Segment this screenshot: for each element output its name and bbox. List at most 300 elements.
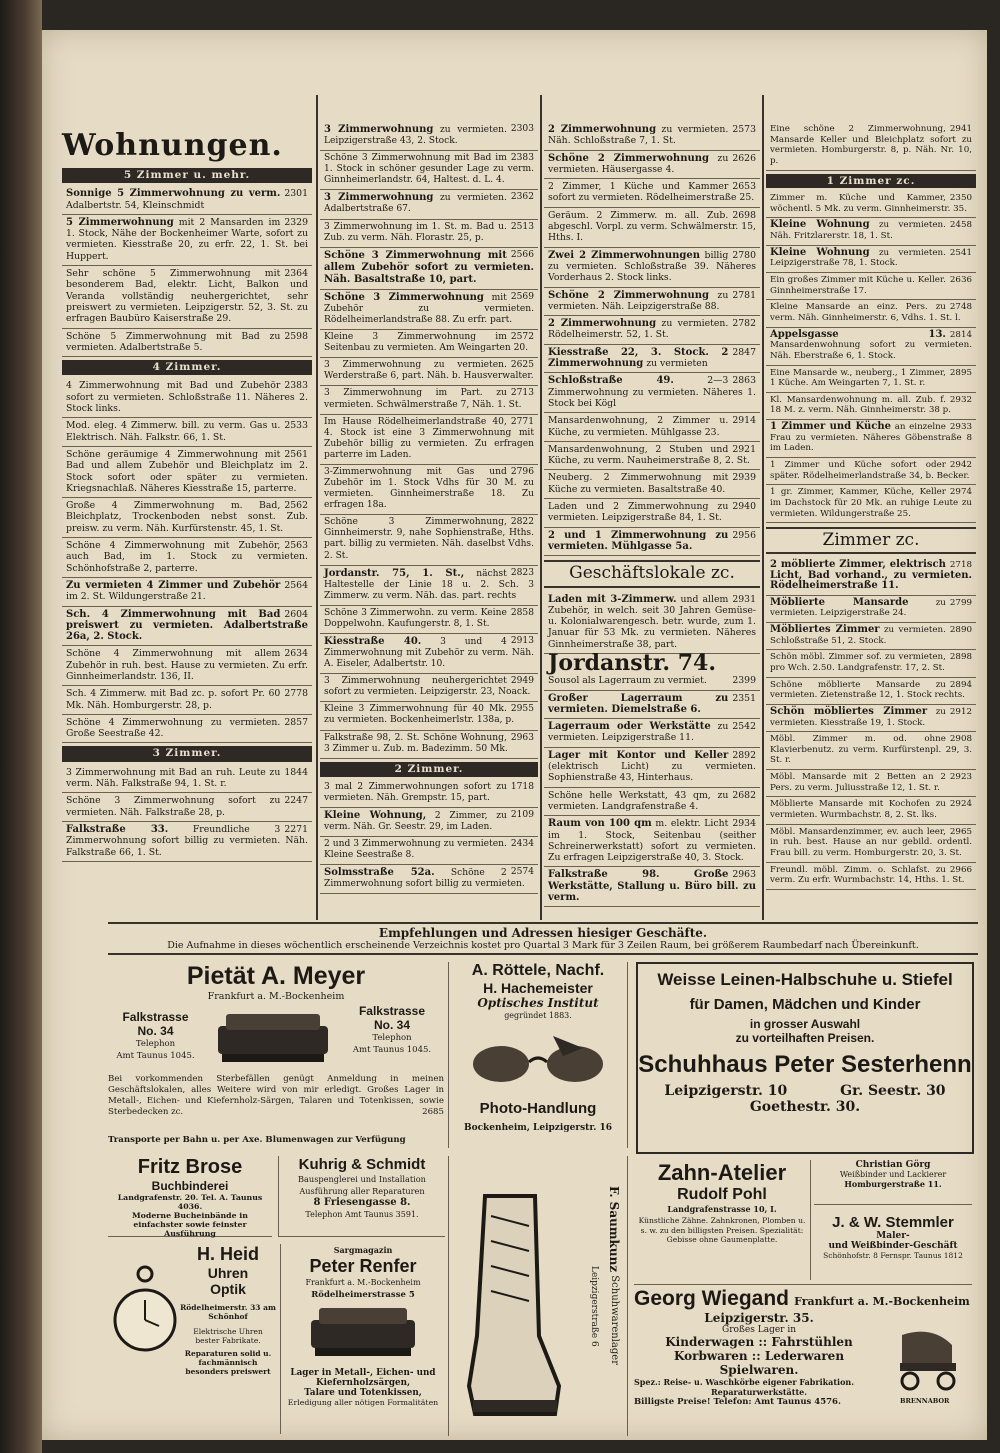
listing-text: Schöne 4 Zimmerwohnung mit allem Zubehör in ruh. best. Hause zu vermieten. Zu erfr. Ginnheimerlandstr. 136, II. [66, 648, 308, 682]
listing-headline: Schöne 2 Zimmerwohnung [548, 152, 709, 164]
listing [320, 837, 538, 865]
listing [544, 345, 760, 374]
listing-headline: Laden mit 3-Zimmerw. [548, 593, 677, 605]
listing [766, 328, 976, 366]
ad-brose-trade: Buchbinderei [151, 1179, 229, 1193]
listing-number: 2913 [510, 635, 534, 646]
listing [320, 808, 538, 837]
listing [62, 578, 312, 607]
listing-number: 2362 [510, 192, 534, 203]
listing-text: mit Zubehör zu vermieten. Rödelheimerlandstraße 88. Zu erfr. part. [324, 292, 534, 326]
listing-headline: Solmsstraße 52a. [324, 867, 435, 879]
listing-text: 2—3 Zimmerwohnung zu vermieten. Näheres 1. Stock bei Kögl [548, 375, 756, 409]
listing-text: an einzelne Frau zu vermieten. Näheres Göbenstraße 8 im Laden. [770, 422, 972, 454]
ad-goerg [814, 1160, 972, 1205]
ad-kuhrig [278, 1156, 445, 1237]
listing-text: nächst Haltestelle der Linie 18 u. 2. Sch. 3 Zimmerw. zu verm. Näh. das. part. rechts [324, 568, 534, 601]
ad-kuhrig-line2: Ausführung aller Reparaturen [299, 1186, 425, 1196]
listing-headline: Zwei 2 Zimmerwohnungen [548, 249, 700, 261]
listing-number: 2966 [949, 864, 972, 875]
ad-meyer-name: Pietät A. Meyer [186, 962, 366, 990]
listing-number: 2563 [284, 540, 308, 552]
listing [544, 528, 760, 557]
listing-text: 4 Zimmerwohnung mit Bad und Zubehör sofort zu vermieten. Schloßstraße 11. Näheres 2. Stock links. [66, 380, 308, 415]
ad-pohl-address: Landgrafenstrasse 10, I. [667, 1204, 777, 1214]
listing-number: 2939 [732, 472, 756, 484]
listing [766, 393, 976, 420]
listing-headline: Lager mit Kontor und Keller [548, 749, 729, 761]
listing [62, 607, 312, 647]
listing-text: Schöne 4 Zimmerwohnung zu vermieten. Große Seestraße 42. [66, 716, 281, 740]
ad-meyer-right-phone-number: Amt Taunus 1045. [352, 1045, 432, 1055]
listing-number: 2932 [949, 394, 972, 405]
ad-stemmler-line3: Schönhofstr. 8 Fernspr. Taunus 1812 [823, 1251, 963, 1260]
listing-text: Mod. eleg. 4 Zimmerw. bill. zu verm. Gas u. Elektrisch. Näh. Falkstr. 66, 1. St. [66, 420, 281, 443]
listing [62, 686, 312, 715]
ad-renfer-head: Sargmagazin [333, 1245, 393, 1255]
listing-text: Eine Mansarde w., neuberg., 1 Zimmer, 1 Küche. Am Weingarten 7, 1. St. r. [770, 367, 946, 389]
pocket-watch-image [112, 1262, 178, 1362]
listing-number: 2814 [949, 329, 972, 340]
column-rule [540, 95, 542, 920]
ad-shoe-name: F. Saumkunz [607, 1186, 621, 1273]
ad-brose-address: Landgrafenstr. 20. Tel. A. Taunus 4036. [117, 1193, 263, 1211]
listing [766, 191, 976, 218]
listing [766, 122, 976, 171]
listing [544, 867, 760, 907]
listing-number: 2771 [510, 416, 534, 427]
ad-sesterhenn-line4: zu vorteilhaften Preisen. [735, 1031, 875, 1045]
listing [544, 248, 760, 288]
ad-wiegand-city: Frankfurt a. M.-Bockenheim [794, 1295, 970, 1308]
ad-meyer-right-street: Falkstrasse [358, 1004, 426, 1018]
listing-headline: 1 Zimmer und Küche [770, 421, 892, 433]
listing [766, 797, 976, 824]
listing-text: Eine schöne 2 Zimmerwohnung, Mansarde Keller und Bleichplatz sofort zu vermieten. Homburgerstr. 8, p. Näh. Nr. 10, p. [770, 124, 972, 166]
listing-text: zu vermieten. Leipzigerstraße 24. [770, 597, 946, 619]
ad-pohl-body: Künstliche Zähne. Zahnkronen, Plomben u. s. w. zu den billigsten Preisen. Spezialität: Gebisse ohne Gaumenplatte. [638, 1216, 806, 1244]
column-4 [766, 122, 976, 890]
ad-stemmler-line1: Maler- [876, 1231, 910, 1241]
ad-sesterhenn-address3: Goethestr. 30. [749, 1099, 861, 1115]
listing [320, 865, 538, 894]
listing-headline: 3 Zimmerwohnung [324, 192, 434, 204]
listing [320, 330, 538, 358]
listing [62, 498, 312, 538]
listing-headline: 2 und 1 Zimmerwohnung zu vermieten. Mühlgasse 5a. [548, 529, 729, 552]
listing-headline: 2 Zimmerwohnung [548, 318, 657, 330]
ad-shoe-address: Leipzigerstraße 6 [589, 1266, 599, 1347]
listing-text: Sousol als Lagerraum zu vermiet. [548, 675, 707, 687]
listing [766, 366, 976, 393]
listing-text: Schöne helle Werkstatt, 43 qm, zu vermieten. Landgrafenstraße 4. [548, 789, 729, 812]
listing-text: Schöne 3 Zimmerwohn. zu verm. Keine Doppelwohn. Kaufungerstr. 8, 1. St. [324, 607, 507, 629]
book-binding-edge [0, 0, 42, 1453]
listing [320, 358, 538, 386]
ad-roettele-photo: Photo-Handlung [479, 1100, 597, 1117]
ad-heid-watches: Uhren [207, 1265, 249, 1281]
listing [62, 266, 312, 328]
listing-number: 2713 [510, 388, 534, 399]
listing-text: 3 Zimmerwohnung zu vermieten. Werderstraße 6, part. Näh. b. Hausverwalter. [324, 360, 534, 382]
ad-goerg-name: Christian Görg [855, 1160, 931, 1170]
listing [766, 825, 976, 863]
listing [544, 499, 760, 528]
listing-text: Große 4 Zimmerwohnung m. Bad, Bleichplatz, Trockenboden nebst sonst. Zub. preisw. zu verm. Näh. Kurfürstenstr. 45, 1. St. [66, 500, 308, 534]
ad-wiegand-line2: Kinderwagen :: Fahrstühlen [665, 1335, 853, 1349]
listing [766, 458, 976, 485]
ad-roettele-name: A. Röttele, Nachf. [471, 962, 605, 979]
ad-sesterhenn-line2: für Damen, Mädchen und Kinder [689, 996, 921, 1013]
listing-text: 2 Zimmer, 1 Küche und Kammer sofort zu vermieten. Rödelheimerstraße 25. [548, 181, 755, 204]
listing [544, 373, 760, 413]
listing-text: billig zu vermieten. Schloßstraße 39. Näheres Vorderhaus 2. Stock links. [548, 249, 756, 284]
listing [320, 415, 538, 465]
listing-number: 2924 [949, 799, 972, 810]
listing-number: 2301 [284, 188, 308, 200]
listing-number: 2796 [510, 466, 534, 477]
column-rule [762, 95, 764, 920]
listing-text: Laden und 2 Zimmerwohnung zu vermieten. Leipzigerstraße 84, 1. St. [548, 501, 729, 524]
listing-number: 2847 [732, 346, 756, 358]
listing [544, 316, 760, 345]
listing-text: zu vermieten. Näh. Leipzigerstraße 88. [548, 289, 729, 312]
coffin-image [303, 1302, 423, 1362]
listing [766, 623, 976, 650]
listing-number: 2636 [949, 275, 972, 286]
listing-headline: Sch. 4 Zimmerwohnung mit Bad preiswert zu vermieten. Adalbertstraße 26a, 2. Stock. [66, 608, 308, 643]
ad-wiegand-name: Georg Wiegand [634, 1287, 789, 1310]
listing-text: zu vermieten. Näh. Fritzlarerstr. 18, 1. St. [770, 220, 946, 242]
listing [62, 822, 312, 862]
listing [320, 515, 538, 565]
ad-renfer-line3: Erledigung aller nötigen Formalitäten [287, 1398, 439, 1407]
listing-headline: Kleine Wohnung [770, 246, 870, 258]
ad-stemmler [814, 1208, 972, 1278]
listing-text: Möbl. Mansardenzimmer, ev. auch leer, in ruh. best. Hause an nur gebild. ordentl. Frau bill. zu verm. Homburgerstr. 20, 3. St. [770, 826, 972, 858]
listing-headline: 2 Zimmerwohnung [548, 124, 657, 135]
listing-number: 2383 [510, 153, 534, 164]
listing [544, 208, 760, 248]
listing-number: 2780 [732, 249, 756, 261]
listing-number: 1718 [510, 781, 534, 792]
listing-number: 2718 [949, 559, 972, 570]
ad-shoe-store [448, 1156, 628, 1436]
listing-headline: Zu vermieten 4 Zimmer und Zubehör [66, 579, 281, 591]
ad-sesterhenn-address2: Gr. Seestr. 30 [840, 1083, 946, 1099]
listing-number: 2863 [732, 375, 756, 387]
ad-heid [108, 1244, 276, 1434]
listing [62, 765, 312, 794]
listing-text: zu vermieten. Rödelheimerstr. 52, 1. St. [548, 318, 729, 341]
listing [766, 596, 976, 623]
listing-text: Schöne 5 Zimmerwohnung mit Bad zu vermieten. Adalbertstraße 5. [66, 330, 281, 353]
listing [320, 674, 538, 702]
ad-wiegand-line4: Spielwaren. [719, 1363, 799, 1377]
spectacles-image [463, 1028, 613, 1088]
ad-wiegand-brand: BRENNABOR [900, 1397, 950, 1405]
listing-number: 2574 [510, 867, 534, 878]
listing-text: zu vermieten. Leipzigerstraße 11. [548, 721, 729, 744]
listing [544, 151, 760, 180]
ad-wiegand-street: Leipzigerstr. 35. [704, 1311, 814, 1325]
listing-number: 2350 [949, 193, 972, 204]
listing-text: 3-Zimmerwohnung mit Gas und Zubehör im 1. Stock Vdhs für 30 M. zu vermieten. Ginnheimerstraße 18. Zu erfragen 18a. [324, 466, 534, 511]
listing-text: Mansardenwohnung sofort zu vermieten. Näh. Eberstraße 6, 1. Stock. [770, 340, 972, 361]
listing-text: Adalbertstr. 54, Kleinschmidt [66, 199, 205, 211]
listing-number: 2561 [284, 448, 308, 460]
listing-text: zu vermieten. Kiesstraße 19, 1. Stock. [770, 706, 946, 728]
listing [544, 179, 760, 208]
listing-text: im 2. St. Wildungerstraße 21. [66, 591, 206, 603]
listing-headline: Möblierte Mansarde [770, 596, 909, 608]
ad-kuhrig-line1: Bauspenglerei und Installation [298, 1174, 426, 1184]
listing-number: 2573 [732, 124, 756, 135]
listing [62, 538, 312, 578]
ad-meyer-right-number: No. 34 [373, 1018, 410, 1032]
listing-text: 3 Zimmerwohnung im 1. St. m. Bad u. Zub. zu verm. Näh. Florastr. 25, p. [324, 221, 507, 243]
listing [544, 788, 760, 817]
listing-text: zu vermieten. Leipzigerstraße 78, 1. Stock. [770, 247, 946, 269]
listing [544, 122, 760, 151]
page-title: Wohnungen. [62, 128, 283, 163]
listing-number: 2782 [732, 318, 756, 330]
listing-text: und allem Zubehör, in welch. seit 30 Jahren Gemüse- u. Kolonialwarengesch. betr. wurde, zum 1. Januar für 53 Mk. zu vermieten. Näheres Ginnheimerstraße 38, part. [548, 593, 756, 650]
listing [766, 650, 976, 677]
listing-number: 2572 [510, 332, 534, 343]
listing [62, 418, 312, 447]
ad-sesterhenn-line1: Weisse Leinen-Halbschuhe u. Stiefel [657, 970, 953, 989]
listing [320, 190, 538, 219]
directory-banner [108, 922, 978, 955]
listing-number: 2329 [284, 216, 308, 228]
listing [62, 215, 312, 266]
listing [544, 816, 760, 867]
listing [544, 470, 760, 499]
listing [544, 719, 760, 748]
listing-number: 2303 [510, 124, 534, 134]
ad-brose-name: Fritz Brose [137, 1156, 243, 1178]
listing-text: Mansardenwohnung, 2 Zimmer u. Küche, zu vermieten. Mühlgasse 23. [548, 415, 729, 438]
listing-number: 2748 [949, 302, 972, 313]
ad-meyer-footer: Transporte per Bahn u. per Axe. Blumenwagen zur Verfügung [108, 1135, 406, 1145]
section-heading: 4 Zimmer. [62, 360, 312, 375]
listing-number: 2399 [732, 675, 756, 687]
ad-heid-address: Rödelheimerstr. 33 am Schönhof [180, 1303, 276, 1321]
listing-number: 2562 [284, 500, 308, 512]
ad-roettele-founded: gegründet 1883. [504, 1011, 572, 1020]
ad-wiegand-line1: Großes Lager in [722, 1325, 796, 1335]
ad-brose-line: Moderne Bucheinbände in einfachster sowie feinster Ausführung [132, 1211, 248, 1238]
listing-text: Sehr schöne 5 Zimmerwohnung mit besonderem Bad, elektr. Licht, Balkon und Veranda vollständig neuhergerichtet, sehr preiswert zu vermieten. Leipzigerstr. 52, 3. St. zu erfragen Baubüro Kaiserstraße 29. [66, 268, 308, 325]
ad-heid-name: H. Heid [196, 1244, 259, 1264]
listing-text: mit 2 Mansarden im 1. Stock, Nähe der Bockenheimer Warte, sofort zu vermieten. Kiesstraße 20, zu erfr. 22, 1. St. bei Huppert. [66, 216, 308, 262]
listing-headline: Lagerraum oder Werkstätte [548, 721, 711, 733]
listing-number: 2626 [732, 152, 756, 164]
listing [766, 678, 976, 705]
listing [766, 558, 976, 596]
column-1 [62, 165, 312, 862]
listing-headline: Schön möbliertes Zimmer [770, 705, 928, 717]
listing-number: 2956 [732, 529, 756, 541]
ad-pohl-name: Rudolf Pohl [677, 1186, 767, 1203]
column-2 [320, 122, 538, 894]
listing-headline: 5 Zimmerwohnung [66, 216, 174, 228]
ad-roettele-address: Bockenheim, Leipzigerstr. 16 [463, 1123, 613, 1133]
listing [62, 329, 312, 358]
column-3 [544, 122, 760, 907]
listing-number: 2942 [949, 460, 972, 471]
listing-text: 3 Zimmerwohnung mit Bad an ruh. Leute zu verm. Näh. Falkstraße 94, 1. St. r. [66, 766, 281, 790]
listing [62, 646, 312, 686]
listing-number: 2974 [949, 487, 972, 498]
listing-text: Falkstraße 98, 2. St. Schöne Wohnung, 3 Zimmer u. Zub. m. Badezimm. 50 Mk. [324, 732, 508, 754]
listing-headline: 2 möblierte Zimmer, elektrisch Licht, Bad vorhand., zu vermieten. Rödelheimerstraße 11. [770, 558, 972, 592]
listing-number: 2912 [949, 706, 972, 717]
listing-headline: Schloßstraße 49. [548, 375, 674, 387]
listing-headline: Falkstraße 98. Große Werkstätte, Stallung u. Büro bill. zu verm. [548, 869, 756, 904]
listing-number: 2799 [949, 597, 972, 608]
listing [320, 290, 538, 330]
listing [320, 386, 538, 414]
listing-text: 2 Zimmer, zu verm. Näh. Gr. Seestr. 29, im Laden. [324, 810, 507, 832]
listing-headline: Kleine Wohnung, [324, 809, 427, 821]
listing [62, 378, 312, 418]
listing-text: Neuberg. 2 Zimmerwohnung mit Küche zu vermieten. Basaltstraße 40. [548, 472, 729, 495]
listing-text: 1 Zimmer und Küche sofort oder später. Rödelheimerlandstraße 34, b. Becker. [770, 460, 970, 481]
ad-roettele-institute: Optisches Institut [477, 996, 599, 1010]
ad-heid-clocks: Elektrische Uhren bester Fabrikate. [193, 1327, 263, 1345]
listing-headline: Kleine Wohnung [770, 219, 870, 231]
listing-number: 2892 [732, 749, 756, 761]
listing-number: 2383 [284, 380, 308, 392]
listing [320, 731, 538, 759]
listing-text: zu vermieten [643, 358, 708, 370]
listing-text: Möblierte Mansarde mit Kochofen zu vermieten. Wurmbachstr. 8, 2. St. lks. [770, 799, 946, 821]
coffin-image [208, 1008, 338, 1068]
listing-text: Schöne 2 Zimmerwohnung sofort billig zu vermieten. [324, 868, 525, 890]
listing-text: Schöne 4 Zimmerwohnung mit Zubehör, auch Bad, im 1. Stock zu vermieten. Schönhofstraße 2, parterre. [66, 540, 308, 574]
listing [320, 566, 538, 606]
ad-meyer-left-phone-number: Amt Taunus 1045. [116, 1051, 195, 1061]
ad-meyer [108, 962, 444, 1152]
listing [62, 793, 312, 822]
ad-meyer-right-phone: Telephon [372, 1033, 412, 1043]
listing-text: 3 mal 2 Zimmerwohnungen sofort zu vermieten. Näh. Grempstr. 15, part. [324, 781, 507, 803]
ad-wiegand-line3: Korbwaren :: Lederwaren [673, 1349, 845, 1363]
listing-text: 3 und 4 Zimmerwohnung mit Zubehör zu verm. Näh. A. Eiseler, Adalbertstr. 10. [324, 636, 534, 670]
listing-text: m. elektr. Licht im 1. Stock, Seitenbau (seither Schreinerwerkstatt) sofort zu vermieten. Zu erfragen Leipzigerstraße 40, 3. Stock. [548, 818, 756, 864]
listing-text: (elektrisch Licht) zu vermieten. Sophienstraße 43, Hinterhaus. [548, 761, 756, 784]
column-rule [316, 95, 318, 920]
ad-meyer-left-number: No. 34 [137, 1024, 174, 1038]
listing-number: 2908 [949, 734, 972, 745]
listing-number: 2941 [949, 124, 972, 134]
ad-goerg-address: Homburgerstraße 11. [844, 1179, 942, 1189]
listing-number: 2923 [949, 772, 972, 783]
listing-text: 3 Zimmerwohnung neuhergerichtet sofort zu vermieten. Leipzigerstr. 23, Noack. [324, 676, 531, 698]
ad-meyer-number: 2685 [422, 1107, 444, 1117]
banner-title: Empfehlungen und Adressen hiesiger Geschäfte. [378, 926, 708, 940]
listing-text: Schöne geräumige 4 Zimmerwohnung mit Bad und allem Zubehör und Bleichplatz im 2. Stock sofort oder später zu vermieten. Kriegsnachlaß. Näheres Kiesstraße 15, parterre. [66, 448, 308, 494]
listing-number: 2698 [732, 209, 756, 221]
ad-renfer [280, 1244, 445, 1434]
listing [62, 715, 312, 744]
section-heading: 3 Zimmer. [62, 746, 312, 761]
listing-number: 2949 [510, 676, 534, 687]
listing-number: 2513 [510, 221, 534, 232]
listing [766, 770, 976, 797]
ad-meyer-left-phone: Telephon [135, 1039, 176, 1049]
listing-number: 2682 [732, 789, 756, 801]
listing-headline: Kiesstraße 40. [324, 635, 422, 647]
listing-number: 2921 [732, 443, 756, 455]
listing-number: 2894 [949, 679, 972, 690]
listing-text: zu vermieten. Näh. Schloßstraße 7, 1. St. [548, 124, 729, 147]
listing [544, 592, 760, 654]
listing-text: 1 gr. Zimmer, Kammer, Küche, Keller im Dachstock für 20 Mk. an ruhige Leute zu vermieten. Wildungerstraße 25. [770, 487, 972, 519]
listing-number: 2965 [949, 826, 972, 837]
ad-wiegand-line6: Reparaturwerkstätte. [710, 1387, 808, 1397]
ad-wiegand-line5: Spez.: Reise- u. Waschkörbe eigener Fabrikation. [634, 1377, 855, 1387]
listing-number: 2533 [284, 420, 308, 432]
listing-text: 2 und 3 Zimmerwohnung zu vermieten. Kleine Seestraße 8. [324, 839, 507, 861]
ad-renfer-street: Rödelheimerstrasse 5 [311, 1290, 415, 1300]
listing-headline: Schöne 2 Zimmerwohnung [548, 289, 709, 301]
listing-number: 2351 [732, 692, 756, 704]
listing-text: Ein großes Zimmer mit Küche u. Keller. Ginnheimerstraße 17. [770, 275, 946, 296]
listing-number: 2564 [284, 579, 308, 591]
listing-text: Sch. 4 Zimmerw. mit Bad zc. p. sofort Pr. 60 Mk. Näh. Homburgerstr. 28, p. [66, 688, 281, 711]
listing-headline: Raum von 100 qm [548, 818, 652, 830]
ad-kuhrig-address: 8 Friesengasse 8. [313, 1197, 411, 1208]
ad-shoe-trade: Schuhwarenlager [609, 1275, 620, 1365]
ad-kuhrig-name: Kuhrig & Schmidt [298, 1156, 426, 1173]
listing-text: Kl. Mansardenwohnung m. all. Zub. f. 18 M. z. verm. Näh. Ginnheimerstr. 38 p. [770, 394, 951, 416]
listing-text: Kleine 3 Zimmerwohnung im Seitenbau zu vermieten. Am Weingarten 20. [324, 332, 529, 354]
listing-headline: Falkstraße 33. [66, 823, 169, 835]
boot-image [455, 1186, 565, 1426]
listing [544, 442, 760, 471]
pram-image [892, 1325, 968, 1395]
ad-meyer-body: Bei vorkommenden Sterbefällen genügt Anmeldung in meinen Geschäftslokalen, alles Weitere wird von mir erledigt. Großes Lager in Metall-, Eichen- und Kiefernholz-Särgen, Talaren und Totenkissen, sowie Sterbedecken zc. [108, 1074, 444, 1117]
listing-number: 2823 [510, 567, 534, 578]
listing-text: Zimmer m. Küche und Kammer, wöchentl. 5 Mk. zu verm. Ginnheimerstr. 35. [770, 193, 967, 214]
listing-number: 2963 [510, 732, 534, 743]
listing-number: 2634 [284, 648, 308, 660]
ad-heid-repairs: Reparaturen solid u. fachmännisch besonders preiswert [184, 1349, 272, 1376]
listing-text: zu vermieten. Leipzigerstraße 43, 2. Stock. [324, 125, 507, 147]
listing-headline: Jordanstr. 75, 1. St., [324, 567, 465, 579]
listing [320, 780, 538, 808]
listing [320, 220, 538, 248]
ad-pohl-head: Zahn-Atelier [657, 1160, 787, 1185]
listing-headline: 3 Zimmerwohnung [324, 124, 434, 135]
listing-text: Im Hause Rödelheimerlandstraße 40, 4. Stock ist eine 3 Zimmerwohnung mit Zubehör billig zu vermieten. Zu erfragen parterre im Laden. [324, 416, 534, 460]
section-heading: 2 Zimmer. [320, 762, 538, 777]
listing [766, 732, 976, 770]
listing [544, 288, 760, 317]
section-heading: Geschäftslokale zc. [544, 560, 760, 587]
ad-goerg-trade: Weißbinder und Lackierer [839, 1170, 947, 1179]
listing [320, 634, 538, 674]
listing-text: zu vermieten. Schloßstraße 51, 2. Stock. [770, 625, 946, 646]
banner-note: Die Aufnahme in dieses wöchentlich erscheinende Verzeichnis kostet pro Quartal 3 Mark für 3 Zeilen Raum, bei größerem Raumbedarf nach Übereinkunft. [167, 940, 919, 951]
ad-stemmler-line2: und Weißbinder-Geschäft [828, 1241, 958, 1251]
listing-text: zu vermieten. Adalbertstraße 67. [324, 193, 507, 215]
ad-pohl [634, 1160, 811, 1280]
listing-text: Schöne möblierte Mansarde zu vermieten. Zietenstraße 12, 1. Stock rechts. [770, 679, 965, 701]
